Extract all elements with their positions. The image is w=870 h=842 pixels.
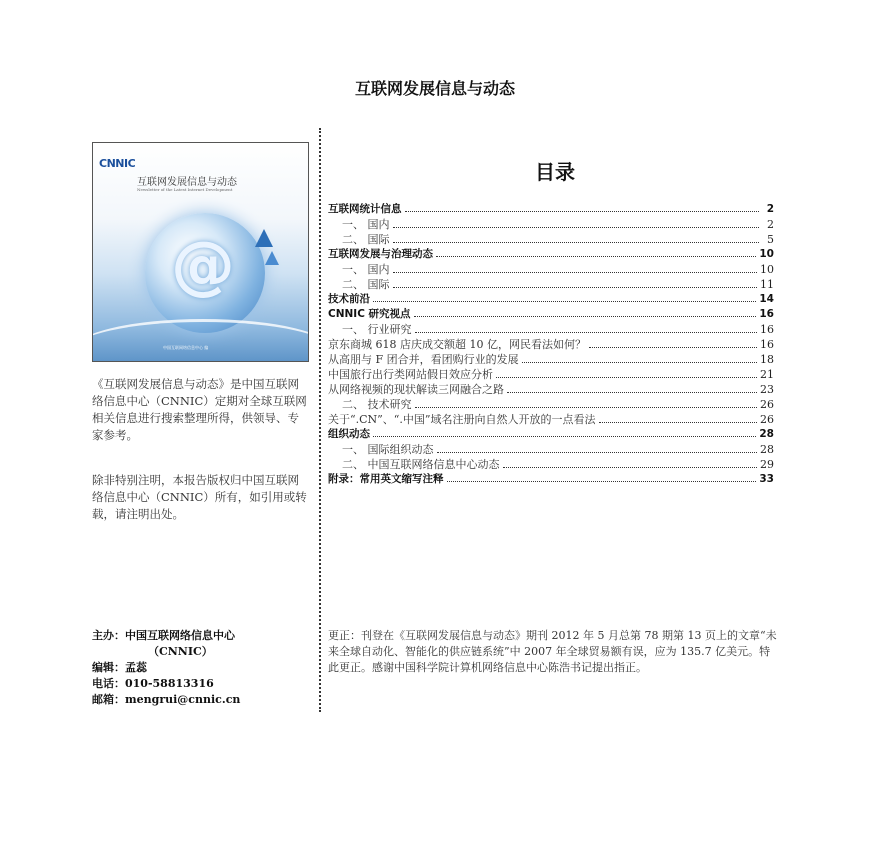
toc-entry-title: 互联网统计信息 — [328, 203, 402, 215]
toc-entry-title: 中国旅行出行类网站假日效应分析 — [328, 368, 493, 381]
phone-row — [92, 676, 318, 692]
toc-entry-page: 2 — [767, 218, 774, 231]
editor-label: 编辑： — [92, 661, 125, 674]
toc-entry[interactable] — [328, 322, 774, 337]
toc-entry[interactable] — [328, 427, 774, 442]
toc-entry-title: 二、 中国互联网络信息中心动态 — [342, 458, 500, 471]
toc-leader-dots — [414, 315, 757, 317]
toc-entry-page: 10 — [759, 248, 774, 260]
arrow-up-icon — [255, 229, 273, 247]
toc-entry[interactable] — [328, 247, 774, 262]
phone-label: 电话： — [92, 677, 125, 690]
table-of-contents — [328, 202, 774, 487]
toc-leader-dots — [393, 286, 758, 288]
email-label: 邮箱： — [92, 693, 125, 706]
toc-entry[interactable] — [328, 367, 774, 382]
toc-leader-dots — [496, 376, 757, 378]
toc-leader-dots — [437, 451, 758, 453]
cover-footer: 中国互联网络信息中心 编 — [163, 345, 209, 350]
toc-entry-title: 附录：常用英文缩写注释 — [328, 473, 444, 485]
email-link[interactable]: mengrui@cnnic.cn — [125, 693, 241, 706]
erratum-note: 更正：刊登在《互联网发展信息与动态》期刊 2012 年 5 月总第 78 期第 13 页上的文章“未来全球自动化、智能化的供应链系统”中 2007 年全球贸易额有误，应为 135.7 亿美元。特此更正。感谢中国科学院计算机网络信息中心陈浩书记提出指正。 — [328, 629, 777, 674]
toc-leader-dots — [373, 435, 756, 437]
at-sign-icon: @ — [171, 229, 235, 303]
toc-entry-page: 16 — [760, 323, 774, 336]
toc-leader-dots — [373, 300, 756, 302]
toc-entry[interactable] — [328, 202, 774, 217]
toc-leader-dots — [393, 241, 760, 243]
editor-value: 孟蕊 — [125, 661, 147, 674]
sponsor-value: 中国互联网络信息中心 — [125, 629, 235, 642]
toc-entry-title: 一、 国内 — [342, 218, 390, 231]
toc-heading: 目录 — [535, 160, 575, 184]
toc-entry-title: 从网络视频的现状解读三网融合之路 — [328, 383, 504, 396]
toc-entry-title: 一、 行业研究 — [342, 323, 412, 336]
copyright-paragraph: 除非特别注明，本报告版权归中国互联网络信息中心（CNNIC）所有，如引用或转载，请注明出处。 — [92, 473, 307, 521]
toc-entry[interactable] — [328, 397, 774, 412]
toc-entry-title: 二、 技术研究 — [342, 398, 412, 411]
sponsor-row — [92, 628, 318, 644]
toc-entry[interactable] — [328, 292, 774, 307]
cover-image — [92, 142, 309, 362]
toc-entry-title: 二、 国际 — [342, 233, 390, 246]
toc-leader-dots — [393, 271, 758, 273]
toc-leader-dots — [599, 421, 757, 423]
toc-leader-dots — [405, 210, 760, 212]
arrow-up-icon-small — [265, 251, 279, 265]
toc-entry[interactable] — [328, 217, 774, 232]
toc-entry[interactable] — [328, 232, 774, 247]
toc-entry-title: 一、 国内 — [342, 263, 390, 276]
contact-block — [92, 628, 318, 708]
toc-leader-dots — [522, 361, 757, 363]
intro-paragraph: 《互联网发展信息与动态》是中国互联网络信息中心（CNNIC）定期对全球互联网相关信息进行搜索整理所得，供领导、专家参考。 — [92, 377, 307, 442]
toc-entry-page: 5 — [767, 233, 774, 246]
email-row — [92, 692, 318, 708]
toc-entry-page: 16 — [760, 338, 774, 351]
toc-entry[interactable] — [328, 277, 774, 292]
toc-entry[interactable] — [328, 382, 774, 397]
toc-entry-title: 组织动态 — [328, 428, 370, 440]
toc-entry-page: 29 — [760, 458, 774, 471]
toc-entry-title: 从高朋与 F 团合并，看团购行业的发展 — [328, 353, 519, 366]
cover-subtitle: Newsletter of the Latest Internet Development — [137, 187, 233, 192]
cnnic-logo: CNNIC — [99, 157, 136, 170]
toc-entry-title: 京东商城 618 店庆成交额超 10 亿，网民看法如何？ — [328, 338, 586, 351]
toc-entry-page: 26 — [760, 398, 774, 411]
toc-entry-page: 14 — [759, 293, 774, 305]
toc-entry-page: 16 — [759, 308, 774, 320]
toc-leader-dots — [447, 480, 757, 482]
toc-entry-page: 23 — [760, 383, 774, 396]
toc-leader-dots — [415, 406, 758, 408]
toc-leader-dots — [503, 466, 758, 468]
toc-entry-title: 二、 国际 — [342, 278, 390, 291]
toc-entry[interactable] — [328, 472, 774, 487]
phone-value: 010-58813316 — [125, 677, 214, 690]
toc-entry-page: 18 — [760, 353, 774, 366]
toc-entry-page: 28 — [760, 443, 774, 456]
toc-leader-dots — [415, 331, 758, 333]
toc-leader-dots — [507, 391, 757, 393]
wave-decoration — [92, 319, 309, 362]
toc-entry-title: CNNIC 研究视点 — [328, 308, 411, 320]
toc-entry-title: 互联网发展与治理动态 — [328, 248, 433, 260]
toc-entry-page: 21 — [760, 368, 774, 381]
toc-entry-title: 技术前沿 — [328, 293, 370, 305]
toc-leader-dots — [393, 226, 760, 228]
toc-entry[interactable] — [328, 352, 774, 367]
toc-leader-dots — [589, 346, 757, 348]
toc-entry-title: 一、 国际组织动态 — [342, 443, 434, 456]
toc-entry-page: 10 — [760, 263, 774, 276]
toc-entry-page: 2 — [766, 203, 774, 215]
toc-entry-page: 33 — [759, 473, 774, 485]
toc-entry[interactable] — [328, 442, 774, 457]
toc-entry-page: 26 — [760, 413, 774, 426]
toc-entry-page: 28 — [759, 428, 774, 440]
toc-entry[interactable] — [328, 307, 774, 322]
column-divider — [319, 128, 321, 712]
editor-row — [92, 660, 318, 676]
toc-entry[interactable] — [328, 412, 774, 427]
toc-entry[interactable] — [328, 457, 774, 472]
cover-title: 互联网发展信息与动态 — [137, 177, 237, 188]
toc-leader-dots — [436, 255, 756, 257]
toc-entry-title: 关于“.CN”、“.中国”域名注册向自然人开放的一点看法 — [328, 413, 596, 426]
document-title: 互联网发展信息与动态 — [354, 79, 515, 98]
toc-entry-page: 11 — [760, 278, 774, 291]
sponsor-label: 主办： — [92, 629, 125, 642]
sponsor-abbr: （CNNIC） — [148, 645, 213, 658]
toc-entry[interactable] — [328, 262, 774, 277]
toc-entry[interactable] — [328, 337, 774, 352]
